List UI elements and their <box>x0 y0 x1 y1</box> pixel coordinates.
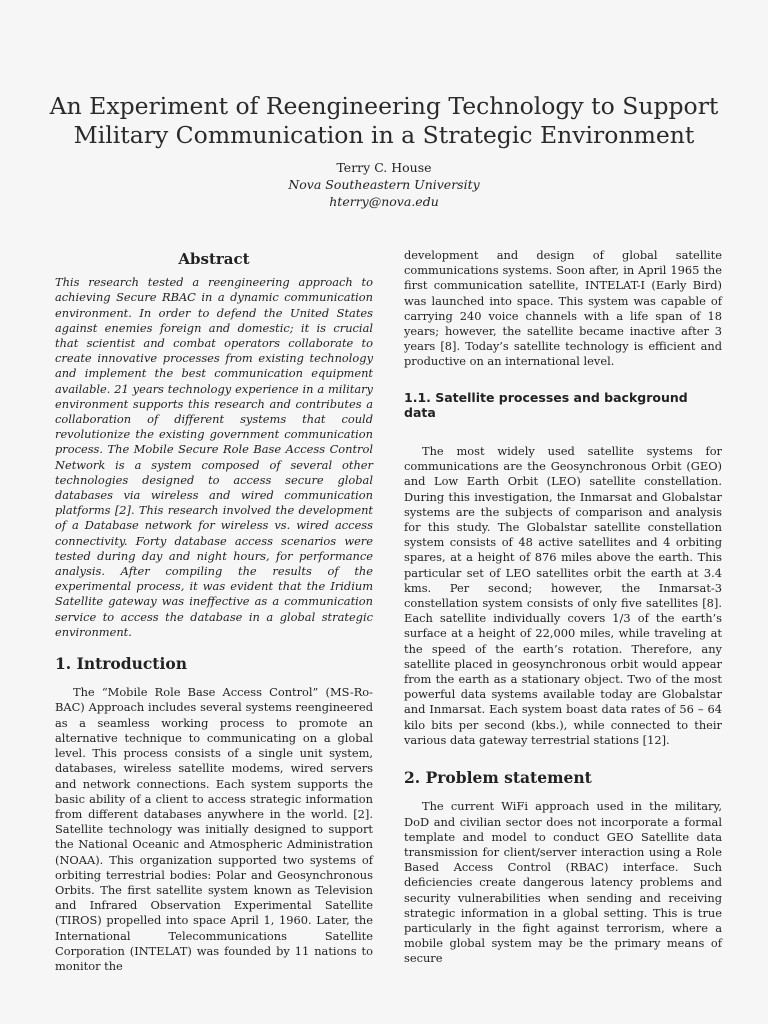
author-affiliation: Nova Southeastern University <box>288 177 480 192</box>
introduction-heading: 1. Introduction <box>55 654 187 674</box>
right-column <box>404 248 722 967</box>
section-1-1-text: The most widely used satellite systems for communications are the Geosynchronous Orbit (GEO) and Low Earth Orbit (LEO) satellite constellation. During this investigation, the Inmarsat and Globalstar systems are the subjects of comparison and analysis for this study. The Globalstar satellite constellation system consists of 48 active satellites and 4 orbiting spares, at a height of 876 miles above the earth. This particular set of LEO satellites orbit the earth at 3.4 kms. Per second; however, the Inmarsat-3 constellation system consists of only five satellites [8]. Each satellite individually covers 1/3 of the earth’s surface at a height of 22,000 miles, while traveling at the speed of the earth’s rotation. Therefore, any satellite placed in geosynchronous orbit would appear from the earth as a stationary object. Two of the most powerful data systems available today are Globalstar and Inmarsat. Each system boast data rates of 56 – 64 kilo bits per second (kbs.), while connected to their various data gateway terrestrial stations [12]. <box>404 444 722 747</box>
problem-statement-heading: 2. Problem statement <box>404 768 592 788</box>
paper-title: An Experiment of Reengineering Technology to Support Military Communication in a Strategic Environment <box>49 92 719 149</box>
abstract-heading: Abstract <box>178 250 250 268</box>
abstract-text: This research tested a reengineering approach to achieving Secure RBAC in a dynamic communication environment. In order to defend the United States against enemies foreign and domestic; it is crucial that scientist and combat operators collaborate to create innovative processes from existing technology and implement the best communication equipment available. 21 years technology experience in a military environment supports this research and contributes a collaboration of different systems that could revolutionize the existing government communication process. The Mobile Secure Role Base Access Control Network is a system composed of several other technologies designed to access secure global databases via wireless and wired communication platforms [2]. This research involved the development of a Database network for wireless vs. wired access connectivity. Forty database access scenarios were tested during day and night hours, for performance analysis. After compiling the results of the experimental process, it was evident that the Iridium Satellite gateway was ineffective as a communication service to access the database in a global strategic environment. <box>55 275 373 639</box>
left-column <box>55 248 373 974</box>
introduction-continued-text: development and design of global satellite communications systems. Soon after, in April 1965 the first communication satellite, INTELAT-I (Early Bird) was launched into space. This system was capable of carrying 240 voice channels with a life span of 18 years; however, the satellite became inactive after 3 years [8]. Today’s satellite technology is efficient and productive on an international level. <box>404 248 722 369</box>
author-block <box>184 159 584 210</box>
section-1-1-heading: 1.1. Satellite processes and background data <box>404 389 688 420</box>
author-name: Terry C. House <box>336 160 432 175</box>
author-email: hterry@nova.edu <box>329 194 439 209</box>
introduction-text: The “Mobile Role Base Access Control” (MS-Ro-BAC) Approach includes several systems reengineered as a seamless working process to promote an alternative technique to communicating on a global level. This process consists of a single unit system, databases, wireless satellite modems, wired servers and network connections. Each system supports the basic ability of a client to access strategic information from different databases anywhere in the world. [2]. Satellite technology was initially designed to support the National Oceanic and Atmospheric Administration (NOAA). This organization supported two systems of orbiting terrestrial bodies: Polar and Geosynchronous Orbits. The first satellite system known as Television and Infrared Observation Experimental Satellite (TIROS) propelled into space April 1, 1960. Later, the International Telecommunications Satellite Corporation (INTELAT) was founded by 11 nations to monitor the <box>55 685 373 973</box>
problem-statement-text: The current WiFi approach used in the military, DoD and civilian sector does not incorporate a formal template and model to conduct GEO Satellite data transmission for client/server interaction using a Role Based Access Control (RBAC) interface. Such deficiencies create dangerous latency problems and security vulnerabilities when sending and receiving strategic information in a global setting. This is true particularly in the fight against terrorism, where a mobile global system may be the primary means of secure <box>404 799 722 966</box>
